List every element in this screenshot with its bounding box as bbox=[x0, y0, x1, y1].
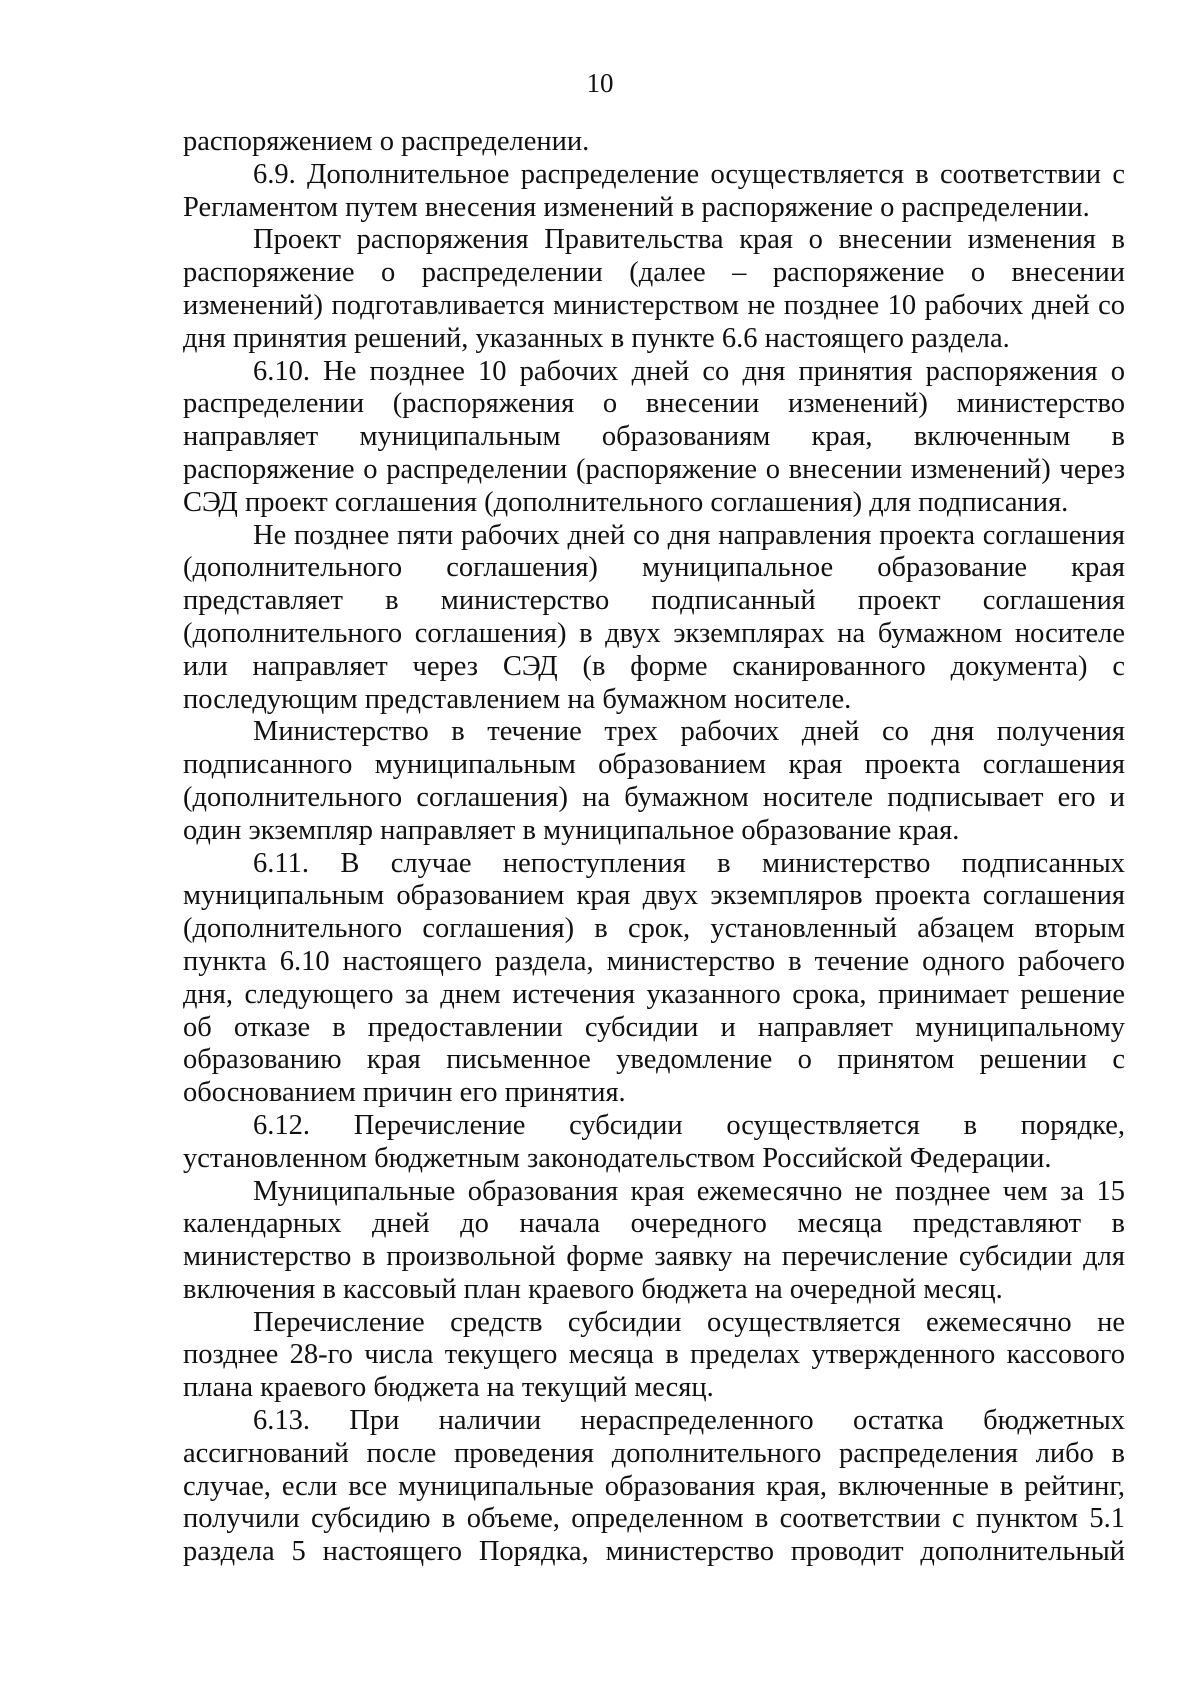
paragraph-6-10: 6.10. Не позднее 10 рабочих дней со дня принятия распоряжения о распределении (распоряжения о внесении изменений) министерство направляет муниципальным образованиям края, включенным в распоряжение о распределении (распоряжение о внесении изменений) через СЭД проект соглашения (дополнительного соглашения) для подписания. bbox=[183, 355, 1125, 518]
paragraph-6-12: 6.12. Перечисление субсидии осуществляется в порядке, установленном бюджетным законодательством Российской Федерации. bbox=[183, 1109, 1125, 1174]
paragraph-ministry-signing: Министерство в течение трех рабочих дней со дня получения подписанного муниципальным образованием края проекта соглашения (дополнительного соглашения) на бумажном носителе подписывает его и один экземпляр направляет в муниципальное образование края. bbox=[183, 716, 1125, 846]
paragraph-transfer-schedule: Перечисление средств субсидии осуществляется ежемесячно не позднее 28-го числа текущего месяца в пределах утвержденного кассового плана краевого бюджета на текущий месяц. bbox=[183, 1306, 1125, 1404]
paragraph-6-9: 6.9. Дополнительное распределение осуществляется в соответствии с Регламентом путем внесения изменений в распоряжение о распределении. bbox=[183, 158, 1125, 223]
paragraph-6-11: 6.11. В случае непоступления в министерство подписанных муниципальным образованием края двух экземпляров проекта соглашения (дополнительного соглашения) в срок, установленный абзацем вторым пункта 6.10 настоящего раздела, министерство в течение одного рабочего дня, следующего за днем истечения указанного срока, принимает решение об отказе в предоставлении субсидии и направляет муниципальному образованию края письменное уведомление о принятом решении с обоснованием причин его принятия. bbox=[183, 847, 1125, 1109]
paragraph-draft-order: Проект распоряжения Правительства края о внесении изменения в распоряжение о распределении (далее – распоряжение о внесении изменений) подготавливается министерством не позднее 10 рабочих дней со дня принятия решений, указанных в пункте 6.6 настоящего раздела. bbox=[183, 224, 1125, 354]
paragraph-continuation: распоряжением о распределении. bbox=[183, 126, 590, 157]
paragraph-signing-deadline: Не позднее пяти рабочих дней со дня направления проекта соглашения (дополнительного соглашения) муниципальное образование края представляет в министерство подписанный проект соглашения (дополнительного соглашения) в двух экземплярах на бумажном носителе или направляет через СЭД (в форме сканированного документа) с последующим представлением на бумажном носителе. bbox=[183, 519, 1125, 715]
document-body bbox=[183, 126, 1125, 1569]
paragraph-6-13: 6.13. При наличии нераспределенного остатка бюджетных ассигнований после проведения дополнительного распределения либо в случае, если все муниципальные образования края, включенные в рейтинг, получили субсидию в объеме, определенном в соответствии с пунктом 5.1 раздела 5 настоящего Порядка, министерство проводит дополнительный bbox=[183, 1405, 1125, 1568]
page-number: 10 bbox=[586, 68, 614, 98]
paragraph-monthly-request: Муниципальные образования края ежемесячно не позднее чем за 15 календарных дней до начала очередного месяца представляют в министерство в произвольной форме заявку на перечисление субсидии для включения в кассовый план краевого бюджета на очередной месяц. bbox=[183, 1175, 1125, 1305]
